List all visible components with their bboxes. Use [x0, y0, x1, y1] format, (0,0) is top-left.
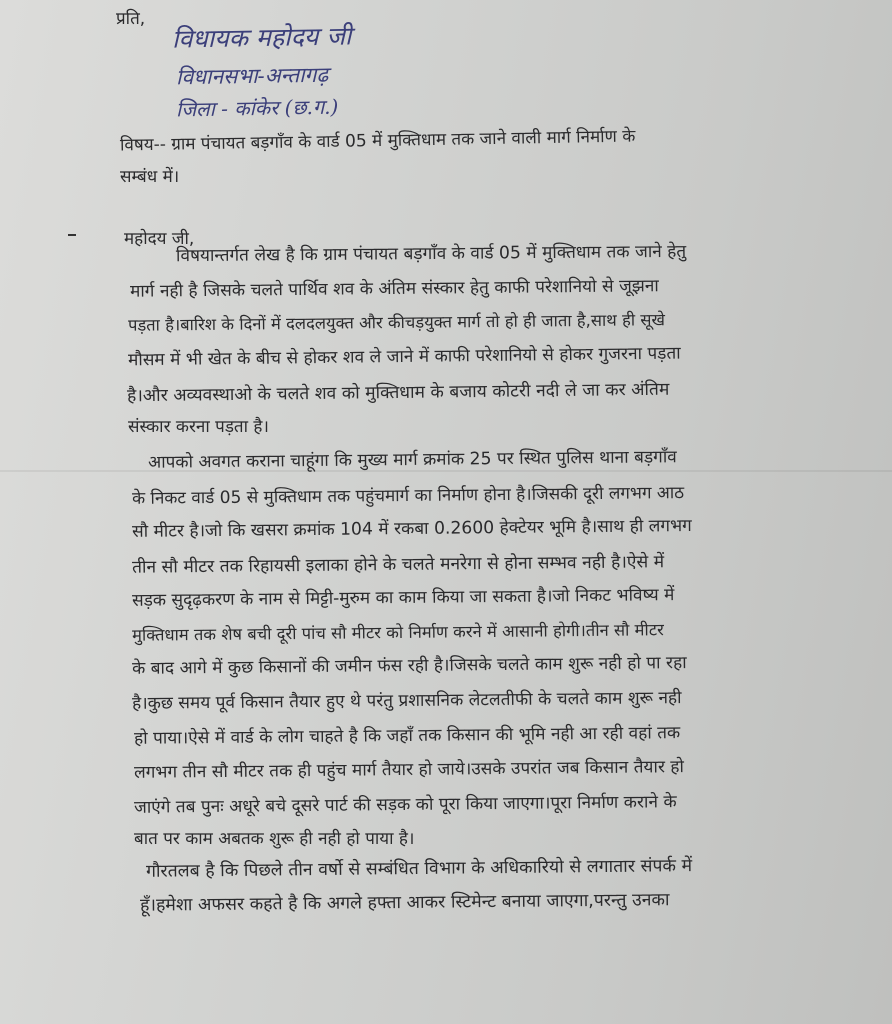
body-line: तीन सौ मीटर तक रिहायसी इलाका होने के चलते मनरेगा से होना सम्भव नही है।ऐसे में: [131, 552, 665, 578]
body-line: है।कुछ समय पूर्व किसान तैयार हुए थे परंतु प्रशासनिक लेटलतीफी के चलते काम शुरू नही: [131, 688, 682, 714]
addressee-line-3: जिला - कांकेर (छ.ग.): [175, 94, 339, 122]
body-line: मार्ग नही है जिसके चलते पार्थिव शव के अंतिम संस्कार हेतु काफी परेशानियो से जूझना: [129, 276, 659, 302]
body-line: सड़क सुदृढ़करण के नाम से मिट्टी-मुरुम का काम किया जा सकता है।जो निकट भविष्य में: [131, 585, 675, 611]
addressee-line-2: विधानसभा-अन्तागढ़: [175, 62, 329, 90]
body-line: मौसम में भी खेत के बीच से होकर शव ले जाने में काफी परेशानियो से होकर गुजरना पड़ता: [127, 343, 681, 371]
body-line: हूँ।हमेशा अफसर कहते है कि अगले हफ्ता आकर स्टिमेन्ट बनाया जाएगा,परन्तु उनका: [139, 890, 670, 916]
body-line: सौ मीटर है।जो कि खसरा क्रमांक 104 में रकबा 0.2600 हेक्टेयर भूमि है।साथ ही लगभग: [131, 516, 692, 542]
greeting: महोदय जी,: [124, 229, 195, 249]
addressee-line-1: विधायक महोदय जी: [171, 21, 352, 54]
body-line: आपको अवगत कराना चाहूंगा कि मुख्य मार्ग क्रमांक 25 पर स्थित पुलिस थाना बड़गाँव: [147, 447, 677, 473]
body-line: हो पाया।ऐसे में वार्ड के लोग चाहते है कि जहाँ तक किसान की भूमि नही आ रही वहां तक: [133, 723, 681, 749]
body-line: संस्कार करना पड़ता है।: [128, 417, 269, 437]
margin-mark: [68, 234, 76, 236]
body-line: गौरतलब है कि पिछले तीन वर्षो से सम्बंधित विभाग के अधिकारियो से लगातार संपर्क में: [145, 856, 693, 882]
body-line: के निकट वार्ड 05 से मुक्तिधाम तक पहुंचमार्ग का निर्माण होना है।जिसकी दूरी लगभग आठ: [131, 483, 685, 509]
body-line: बात पर काम अबतक शुरू ही नही हो पाया है।: [134, 829, 415, 849]
body-line: जाएंगे तब पुनः अधूरे बचे दूसरे पार्ट की सड़क को पूरा किया जाएगा।पूरा निर्माण कराने के: [133, 792, 677, 818]
body-line: मुक्तिधाम तक शेष बची दूरी पांच सौ मीटर को निर्माण करने में आसानी होगी।तीन सौ मीटर: [131, 620, 664, 645]
salutation-to: प्रति,: [116, 9, 146, 29]
body-line: विषयान्तर्गत लेख है कि ग्राम पंचायत बड़गाँव के वार्ड 05 में मुक्तिधाम तक जाने हेतु: [175, 241, 687, 267]
body-line: है।और अव्यवस्थाओ के चलते शव को मुक्तिधाम के बजाय कोटरी नदी ले जा कर अंतिम: [126, 379, 670, 407]
body-line: पड़ता है।बारिश के दिनों में दलदलयुक्त और कीचड़युक्त मार्ग तो हो ही जाता है,साथ ही सूखे: [127, 310, 666, 335]
subject-line-1: विषय-- ग्राम पंचायत बड़गाँव के वार्ड 05 में मुक्तिधाम तक जाने वाली मार्ग निर्माण के: [119, 126, 636, 156]
body-line: लगभग तीन सौ मीटर तक ही पहुंच मार्ग तैयार हो जाये।उसके उपरांत जब किसान तैयार हो: [133, 757, 685, 783]
subject-line-2: सम्बंध में।: [120, 167, 180, 187]
body-line: के बाद आगे में कुछ किसानों की जमीन फंस रही है।जिसके चलते काम शुरू नही हो पा रहा: [131, 653, 687, 679]
